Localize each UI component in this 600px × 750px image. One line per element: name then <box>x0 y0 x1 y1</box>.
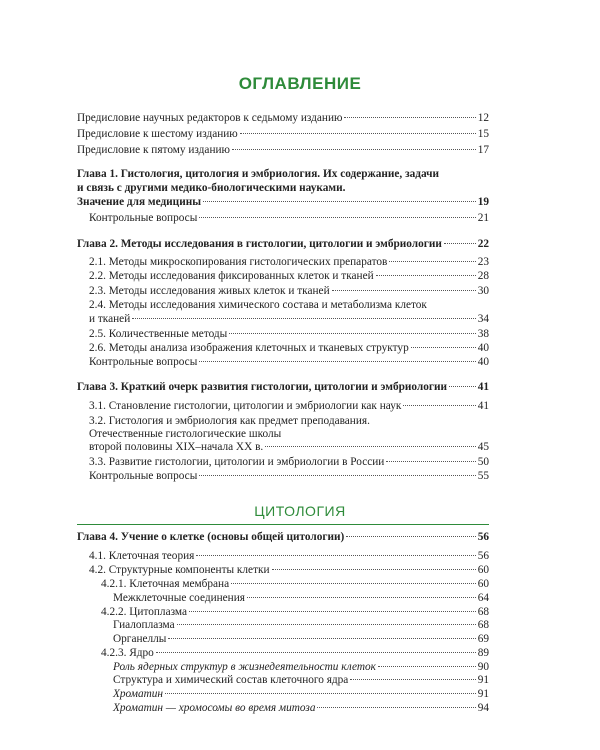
entry-page: 40 <box>477 342 489 354</box>
toc-entry-2-3[interactable] <box>89 284 489 298</box>
leader-dots <box>344 117 475 118</box>
entry-page: 68 <box>477 619 489 631</box>
entry-title: 2.5. Количественные методы <box>89 328 228 340</box>
entry-title: Органеллы <box>113 633 167 645</box>
toc-entry-ch2-questions[interactable] <box>89 355 489 369</box>
toc-entry-ch1-questions[interactable] <box>89 211 489 225</box>
leader-dots <box>376 275 476 276</box>
entry-title: 4.1. Клеточная теория <box>89 550 195 562</box>
entry-title: Контрольные вопросы <box>89 356 198 368</box>
entry-page: 55 <box>477 470 489 482</box>
toc-entry-3-2-line2[interactable]: Отечественные гистологические школы <box>89 428 282 440</box>
leader-dots <box>165 693 476 694</box>
entry-page: 22 <box>477 238 489 250</box>
toc-entry-2-1[interactable] <box>89 255 489 269</box>
entry-title: Глава 4. Учение о клетке (основы общей цитологии) <box>77 531 345 543</box>
toc-entry-nucleus-structure[interactable] <box>113 673 489 687</box>
leader-dots <box>199 217 475 218</box>
toc-title: ОГЛАВЛЕНИЕ <box>238 74 362 93</box>
leader-dots <box>177 624 476 625</box>
entry-title: Межклеточные соединения <box>113 592 245 604</box>
entry-title: Предисловие научных редакторов к седьмому изданию <box>77 112 343 124</box>
leader-dots <box>189 611 476 612</box>
toc-entry-2-6[interactable] <box>89 341 489 355</box>
entry-title: 4.2.2. Цитоплазма <box>101 606 187 618</box>
leader-dots <box>229 333 475 334</box>
leader-dots <box>317 707 475 708</box>
toc-entry-preface-5[interactable] <box>77 143 489 157</box>
entry-title: второй половины XIX–начала XX в. <box>89 441 264 453</box>
leader-dots <box>199 475 475 476</box>
entry-title: Предисловие к пятому изданию <box>77 144 230 156</box>
entry-page: 69 <box>477 633 489 645</box>
entry-page: 45 <box>477 441 489 453</box>
entry-title: 2.6. Методы анализа изображения клеточных и тканевых структур <box>89 342 409 354</box>
leader-dots <box>386 461 475 462</box>
entry-title: 4.2.1. Клеточная мембрана <box>101 578 230 590</box>
toc-entry-3-2-line1[interactable]: 3.2. Гистология и эмбриология как предмет преподавания. <box>89 415 370 427</box>
toc-entry-preface-6[interactable] <box>77 127 489 141</box>
entry-page: 12 <box>477 112 489 124</box>
entry-page: 41 <box>477 381 489 393</box>
toc-entry-4-2-3[interactable] <box>101 646 489 660</box>
entry-page: 68 <box>477 606 489 618</box>
leader-dots <box>332 290 476 291</box>
leader-dots <box>346 536 475 537</box>
toc-entry-ch3-questions[interactable] <box>89 469 489 483</box>
section-rule <box>77 524 489 525</box>
entry-page: 56 <box>477 550 489 562</box>
leader-dots <box>444 243 476 244</box>
leader-dots <box>196 555 475 556</box>
entry-title: Структура и химический состав клеточного ядра <box>113 674 349 686</box>
toc-entry-2-5[interactable] <box>89 327 489 341</box>
entry-title: 3.3. Развитие гистологии, цитологии и эмбриологии в России <box>89 456 385 468</box>
entry-title: и тканей <box>89 313 131 325</box>
leader-dots <box>199 361 475 362</box>
entry-title: Предисловие к шестому изданию <box>77 128 238 140</box>
entry-page: 89 <box>477 647 489 659</box>
chapter1-title-line1[interactable]: Глава 1. Гистология, цитология и эмбриология. Их содержание, задачи <box>77 168 440 180</box>
leader-dots <box>156 652 476 653</box>
toc-entry-4-2-2[interactable] <box>101 605 489 619</box>
entry-title: Роль ядерных структур в жизнедеятельности клеток <box>113 661 376 673</box>
toc-entry-intercellular[interactable] <box>113 591 489 605</box>
entry-title: 2.1. Методы микроскопирования гистологических препаратов <box>89 256 388 268</box>
leader-dots <box>232 149 476 150</box>
toc-entry-chapter4[interactable] <box>77 530 489 544</box>
leader-dots <box>378 666 476 667</box>
entry-page: 50 <box>477 456 489 468</box>
entry-page: 91 <box>477 688 489 700</box>
toc-entry-nuclear-role[interactable] <box>113 660 489 674</box>
entry-title: Контрольные вопросы <box>89 212 198 224</box>
entry-page: 40 <box>477 356 489 368</box>
entry-page: 19 <box>477 196 489 208</box>
entry-page: 17 <box>477 144 489 156</box>
entry-title: 4.2. Структурные компоненты клетки <box>89 564 270 576</box>
toc-entry-organelles[interactable] <box>113 632 489 646</box>
leader-dots <box>247 597 476 598</box>
entry-title: 4.2.3. Ядро <box>101 647 154 659</box>
leader-dots <box>350 679 475 680</box>
toc-entry-4-1[interactable] <box>89 549 489 563</box>
toc-entry-chapter1[interactable] <box>77 195 489 209</box>
entry-title: Контрольные вопросы <box>89 470 198 482</box>
entry-title: 2.3. Методы исследования живых клеток и тканей <box>89 285 330 297</box>
toc-entry-preface-7[interactable] <box>77 111 489 125</box>
entry-title: Хроматин — хромосомы во время митоза <box>113 702 316 714</box>
leader-dots <box>403 405 475 406</box>
leader-dots <box>203 201 476 202</box>
toc-entry-2-4-line1[interactable]: 2.4. Методы исследования химического состава и метаболизма клеток <box>89 299 427 311</box>
entry-title: Значение для медицины <box>77 196 202 208</box>
entry-page: 60 <box>477 564 489 576</box>
section-title: ЦИТОЛОГИЯ <box>254 503 346 519</box>
entry-page: 60 <box>477 578 489 590</box>
toc-entry-3-1[interactable] <box>89 399 489 413</box>
leader-dots <box>132 318 475 319</box>
toc-entry-2-2[interactable] <box>89 269 489 283</box>
entry-page: 94 <box>477 702 489 714</box>
entry-page: 28 <box>477 270 489 282</box>
toc-entry-4-2-1[interactable] <box>101 577 489 591</box>
leader-dots <box>272 569 476 570</box>
toc-entry-hyaloplasm[interactable] <box>113 618 489 632</box>
entry-page: 90 <box>477 661 489 673</box>
entry-page: 23 <box>477 256 489 268</box>
entry-page: 30 <box>477 285 489 297</box>
chapter1-title-line2[interactable]: и связь с другими медико-биологическими науками. <box>77 182 346 194</box>
entry-title: Глава 3. Краткий очерк развития гистологии, цитологии и эмбриологии <box>77 381 448 393</box>
entry-page: 15 <box>477 128 489 140</box>
entry-page: 64 <box>477 592 489 604</box>
toc-entry-chromatin-mitosis[interactable] <box>113 701 489 715</box>
entry-page: 21 <box>477 212 489 224</box>
entry-page: 91 <box>477 674 489 686</box>
entry-page: 56 <box>477 531 489 543</box>
entry-title: Глава 2. Методы исследования в гистологии, цитологии и эмбриологии <box>77 238 442 250</box>
leader-dots <box>168 638 475 639</box>
leader-dots <box>240 133 476 134</box>
toc-entry-chapter3[interactable] <box>77 380 489 394</box>
entry-title: 3.1. Становление гистологии, цитологии и эмбриологии как наук <box>89 400 402 412</box>
leader-dots <box>231 583 476 584</box>
leader-dots <box>449 386 476 387</box>
entry-title: Гиалоплазма <box>113 619 175 631</box>
entry-title: 2.2. Методы исследования фиксированных клеток и тканей <box>89 270 374 282</box>
entry-page: 34 <box>477 313 489 325</box>
leader-dots <box>411 347 476 348</box>
toc-entry-chromatin[interactable] <box>113 687 489 701</box>
toc-entry-chapter2[interactable] <box>77 237 489 251</box>
entry-page: 41 <box>477 400 489 412</box>
toc-entry-3-2[interactable] <box>89 440 489 454</box>
leader-dots <box>389 261 475 262</box>
toc-entry-2-4[interactable] <box>89 312 489 326</box>
toc-entry-3-3[interactable] <box>89 455 489 469</box>
entry-page: 38 <box>477 328 489 340</box>
entry-title: Хроматин <box>113 688 164 700</box>
leader-dots <box>265 446 475 447</box>
toc-entry-4-2[interactable] <box>89 563 489 577</box>
